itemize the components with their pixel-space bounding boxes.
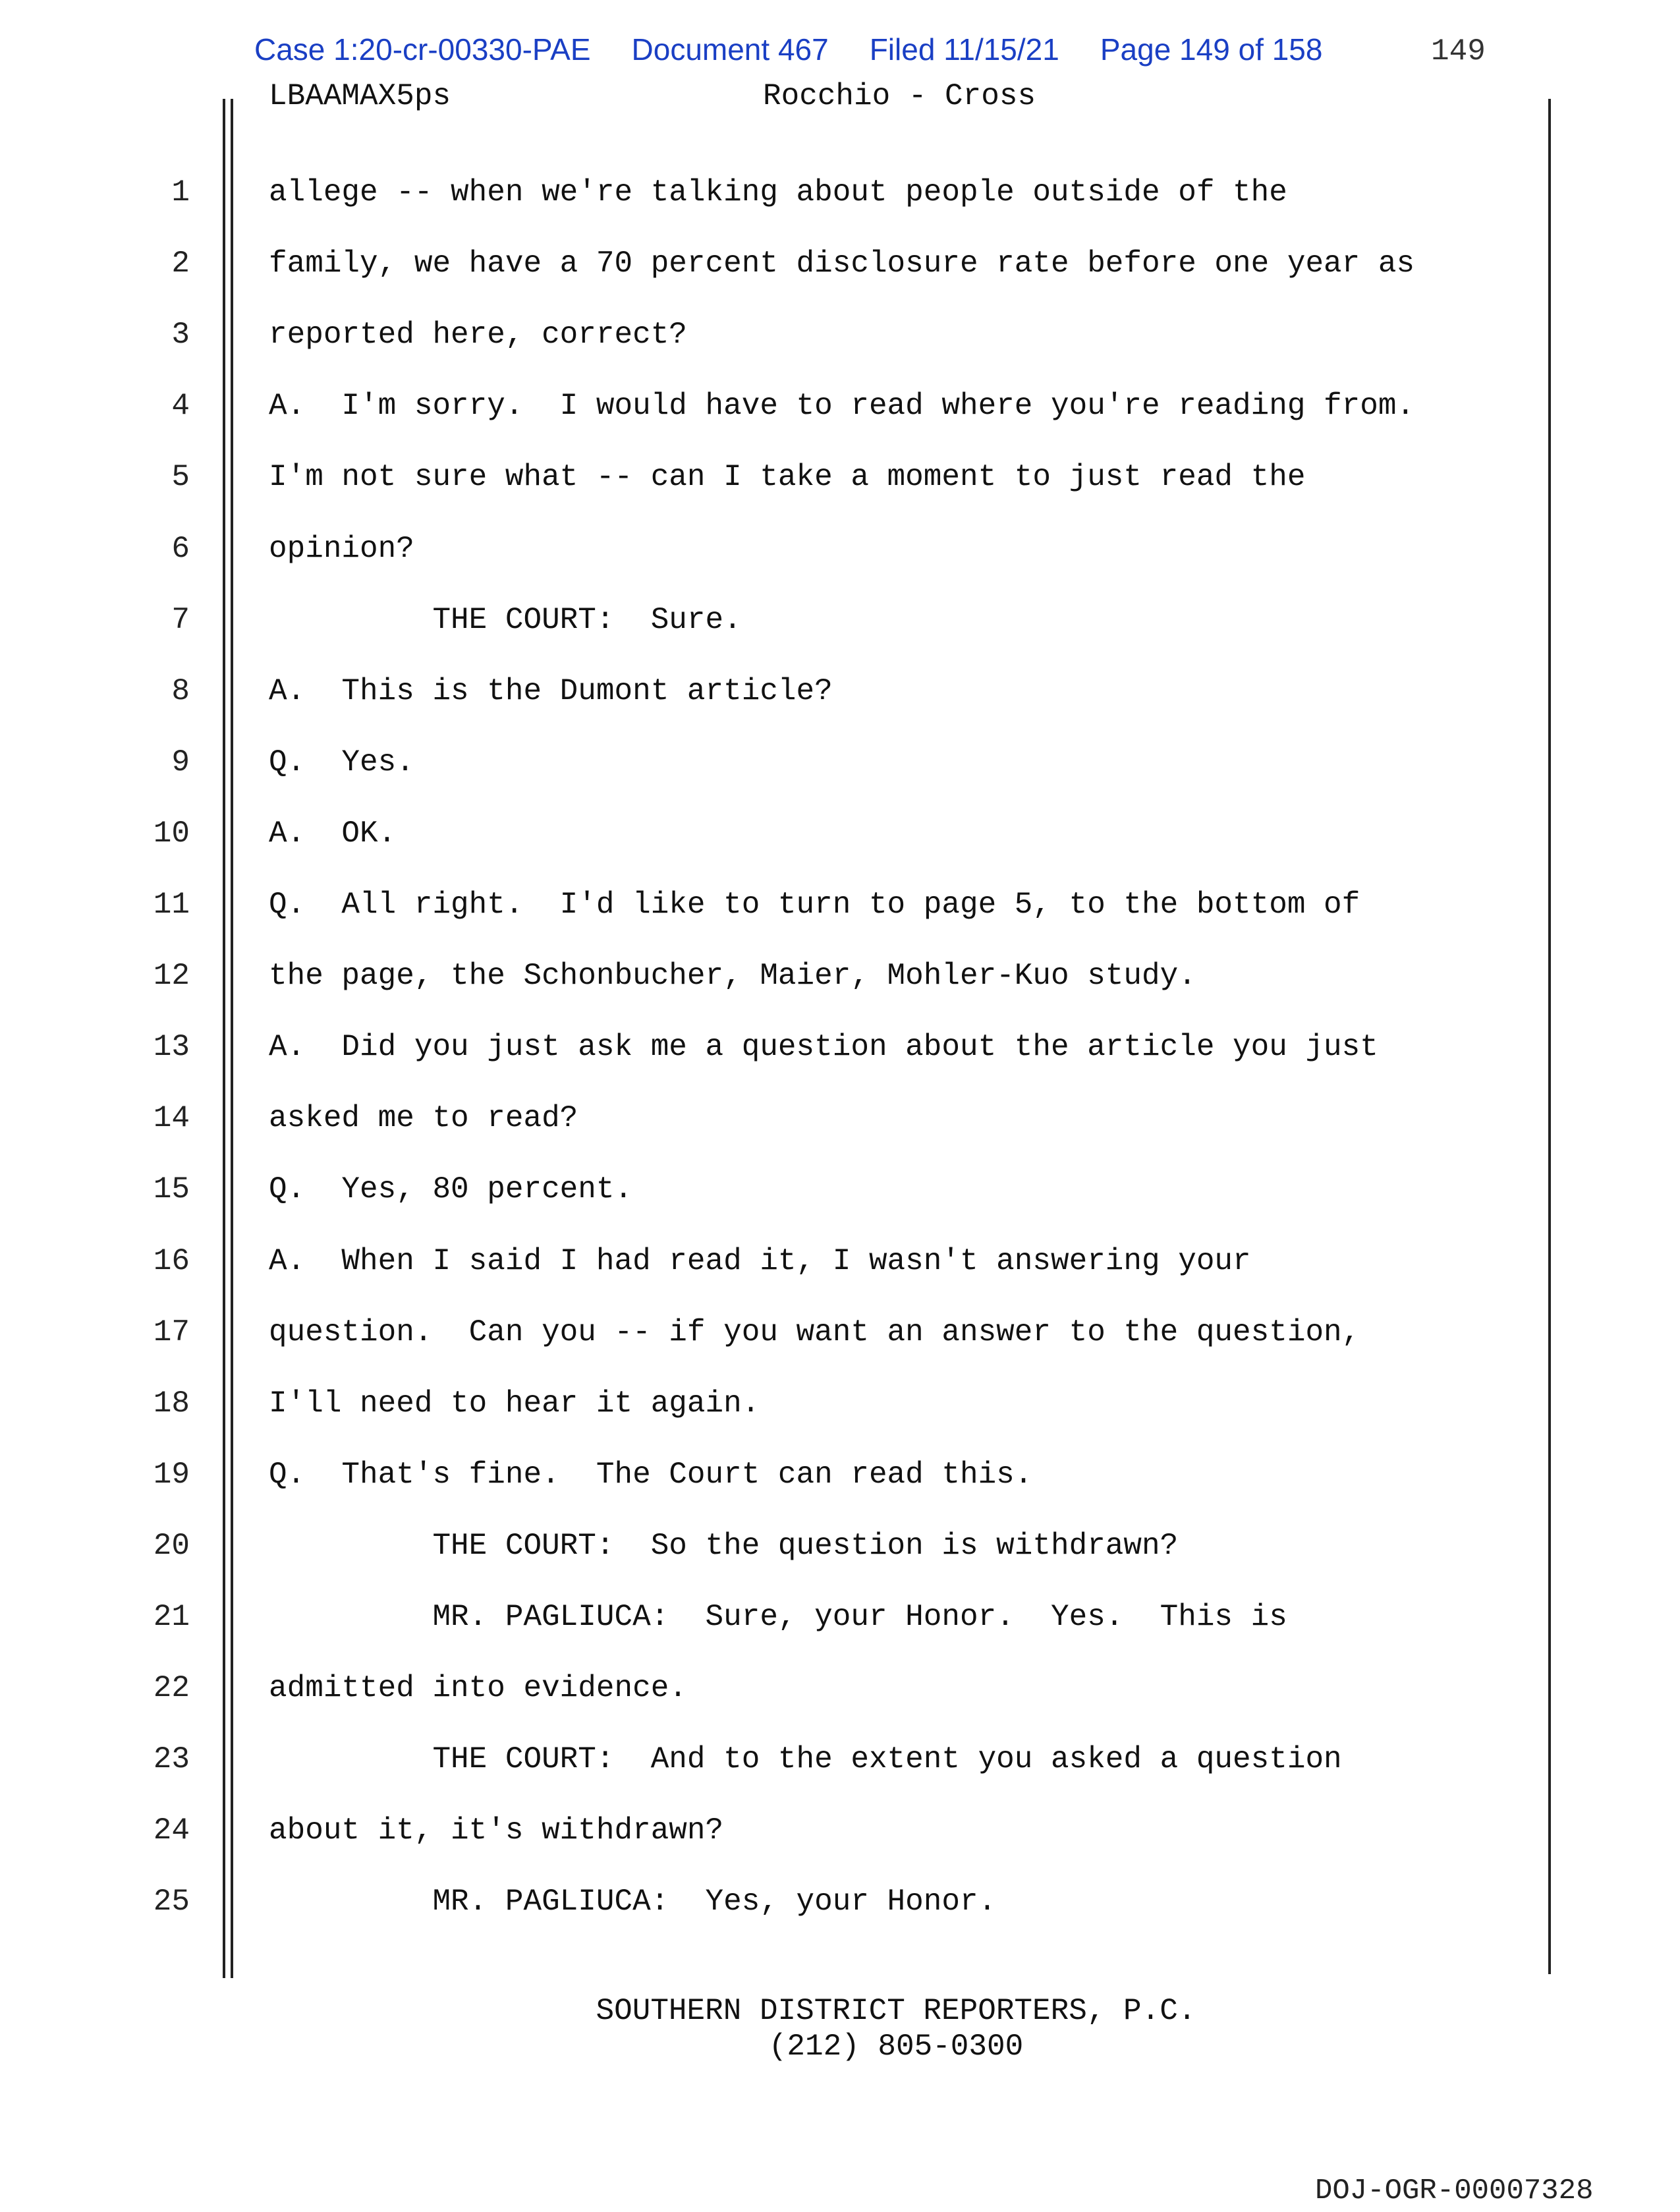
line-number: 21 <box>153 1600 190 1634</box>
line-number: 1 <box>171 175 190 210</box>
transcript-line: Q. All right. I'd like to turn to page 5, to the bottom of <box>269 888 1360 922</box>
reporter-phone: (212) 805-0300 <box>768 2029 1024 2064</box>
filing-stamp <box>254 32 1329 67</box>
line-number: 15 <box>153 1172 190 1206</box>
line-number: 8 <box>171 674 190 708</box>
filed-date: Filed 11/15/21 <box>869 32 1059 67</box>
line-number: 20 <box>153 1529 190 1563</box>
document-number: Document 467 <box>631 32 829 67</box>
line-number: 19 <box>153 1458 190 1492</box>
transcript-line: THE COURT: And to the extent you asked a question <box>269 1742 1342 1776</box>
transcript-line: MR. PAGLIUCA: Yes, your Honor. <box>269 1885 997 1919</box>
line-number: 5 <box>171 460 190 494</box>
transcript-line: reported here, correct? <box>269 318 687 352</box>
document-id: DOJ-OGR-00007328 <box>1315 2174 1594 2207</box>
reporter-name: SOUTHERN DISTRICT REPORTERS, P.C. <box>596 1994 1196 2028</box>
transcript-line: Q. Yes, 80 percent. <box>269 1172 633 1206</box>
transcript-line: A. Did you just ask me a question about the article you just <box>269 1030 1378 1064</box>
left-margin-rule-inner <box>231 99 233 1978</box>
transcript-line: about it, it's withdrawn? <box>269 1813 724 1848</box>
transcript-line: I'll need to hear it again. <box>269 1386 760 1421</box>
case-number: Case 1:20-cr-00330-PAE <box>254 32 591 67</box>
line-number: 11 <box>153 888 190 922</box>
left-margin-rule-outer <box>223 99 225 1978</box>
line-number: 16 <box>153 1244 190 1278</box>
transcript-line: opinion? <box>269 532 414 566</box>
transcript-line: family, we have a 70 percent disclosure rate before one year as <box>269 246 1415 281</box>
transcript-line: the page, the Schonbucher, Maier, Mohler-Kuo study. <box>269 959 1196 993</box>
transcript-line: A. OK. <box>269 816 397 851</box>
line-number: 7 <box>171 603 190 637</box>
transcript-page-number: 149 <box>1431 34 1486 69</box>
transcript-line: admitted into evidence. <box>269 1671 687 1705</box>
transcript-line: A. When I said I had read it, I wasn't answering your <box>269 1244 1251 1278</box>
transcript-line: I'm not sure what -- can I take a moment to just read the <box>269 460 1306 494</box>
line-number: 17 <box>153 1315 190 1349</box>
line-number: 2 <box>171 246 190 281</box>
transcript-title: Rocchio - Cross <box>763 79 1036 113</box>
transcript-line: allege -- when we're talking about people outside of the <box>269 175 1287 210</box>
page-of-total: Page 149 of 158 <box>1100 32 1323 67</box>
line-number: 9 <box>171 745 190 780</box>
line-number: 18 <box>153 1386 190 1421</box>
transcript-line: THE COURT: Sure. <box>269 603 742 637</box>
transcript-line: A. I'm sorry. I would have to read where you're reading from. <box>269 389 1415 423</box>
transcript-line: Q. Yes. <box>269 745 414 780</box>
line-number: 14 <box>153 1101 190 1135</box>
transcript-line: THE COURT: So the question is withdrawn? <box>269 1529 1179 1563</box>
transcript-line: question. Can you -- if you want an answer to the question, <box>269 1315 1360 1349</box>
transcript-line: Q. That's fine. The Court can read this. <box>269 1458 1033 1492</box>
right-margin-rule <box>1548 99 1551 1974</box>
line-number: 3 <box>171 318 190 352</box>
transcript-line: MR. PAGLIUCA: Sure, your Honor. Yes. This is <box>269 1600 1287 1634</box>
line-number: 12 <box>153 959 190 993</box>
line-number: 10 <box>153 816 190 851</box>
transcript-line: asked me to read? <box>269 1101 578 1135</box>
line-number: 22 <box>153 1671 190 1705</box>
line-number: 13 <box>153 1030 190 1064</box>
line-number: 23 <box>153 1742 190 1776</box>
line-number: 4 <box>171 389 190 423</box>
transcript-code: LBAAMAX5ps <box>269 79 451 113</box>
line-number: 24 <box>153 1813 190 1848</box>
line-number: 25 <box>153 1885 190 1919</box>
transcript-line: A. This is the Dumont article? <box>269 674 833 708</box>
line-number: 6 <box>171 532 190 566</box>
